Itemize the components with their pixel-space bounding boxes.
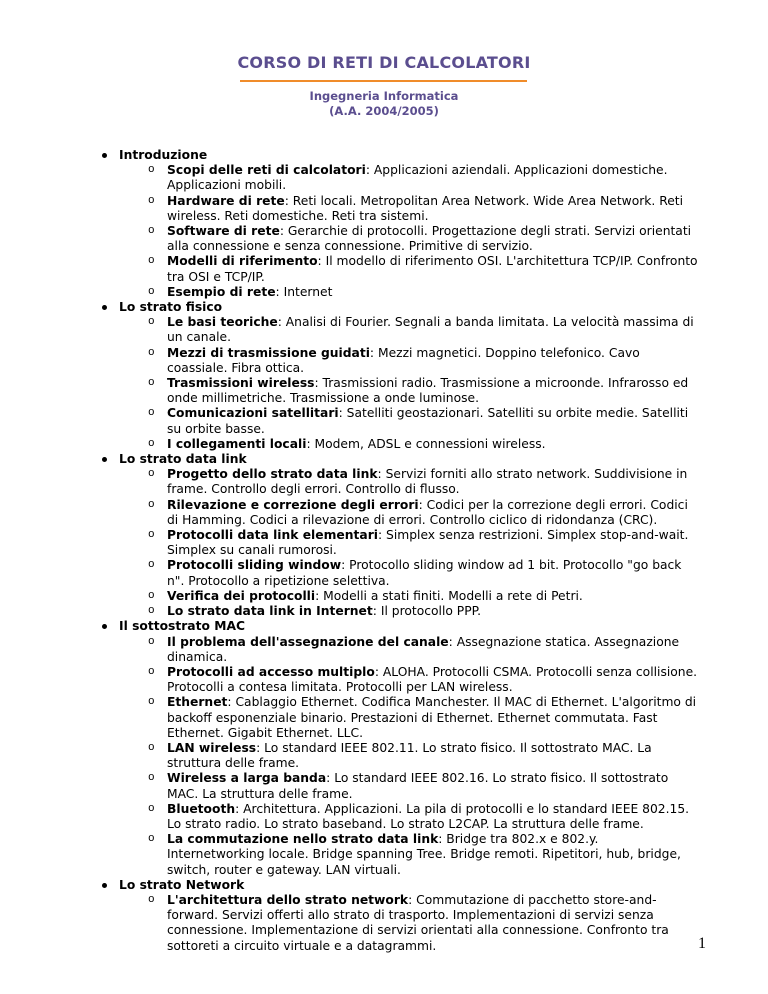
section-title: Il sottostrato MAC <box>119 619 245 634</box>
topic-description: : Modelli a stati finiti. Modelli a rete di Petri. <box>315 588 583 603</box>
list-item <box>0 802 768 832</box>
circle-bullet-icon: o <box>148 377 155 390</box>
topic-description: : Il modello di riferimento OSI. L'architettura TCP/IP. Confronto tra OSI e TCP/IP. <box>167 254 698 284</box>
topic-heading: Modelli di riferimento <box>167 254 318 269</box>
academic-year: (A.A. 2004/2005) <box>329 104 439 118</box>
bullet-icon <box>102 883 107 888</box>
topic-heading: Il problema dell'assegnazione del canale <box>167 634 449 649</box>
circle-bullet-icon: o <box>148 802 155 815</box>
topic-description: : Lo standard IEEE 802.16. Lo strato fisico. Il sottostrato MAC. La struttura delle frame. <box>167 771 669 801</box>
list-item <box>0 194 768 224</box>
title-underline <box>240 80 527 82</box>
circle-bullet-icon: o <box>148 559 155 572</box>
list-item <box>0 406 768 436</box>
topic-description: : Trasmissioni radio. Trasmissione a microonde. Infrarosso ed onde millimetriche. Trasmissione a onde luminose. <box>167 376 689 406</box>
topic-description: : Cablaggio Ethernet. Codifica Manchester. Il MAC di Ethernet. L'algoritmo di backoff esponenziale binario. Prestazioni di Ethernet. Ethernet commutata. Fast Ethernet. Gigabit Ethernet. LLC. <box>167 695 697 740</box>
topic-heading: Esempio di rete <box>167 284 276 299</box>
topic-description: : Modem, ADSL e connessioni wireless. <box>306 436 546 451</box>
page-title: CORSO DI RETI DI CALCOLATORI <box>237 53 531 72</box>
list-item <box>0 528 768 558</box>
list-item <box>0 665 768 695</box>
topic-description: : Lo standard IEEE 802.11. Lo strato fisico. Il sottostrato MAC. La struttura delle frame. <box>167 740 652 771</box>
circle-bullet-icon: o <box>148 833 155 846</box>
circle-bullet-icon: o <box>148 696 155 709</box>
circle-bullet-icon: o <box>148 164 155 177</box>
topic-description: : Satelliti geostazionari. Satelliti su orbite medie. Satelliti su orbite basse. <box>167 406 689 436</box>
topic-heading: Le basi teoriche <box>167 315 278 330</box>
list-item <box>0 254 768 284</box>
topic-heading: Scopi delle reti di calcolatori <box>167 163 366 178</box>
list-item <box>0 346 768 376</box>
topic-heading: Trasmissioni wireless <box>167 376 315 391</box>
circle-bullet-icon: o <box>148 437 155 450</box>
list-item <box>0 285 768 300</box>
list-item <box>0 163 768 193</box>
topic-description: : Reti locali. Metropolitan Area Network. Wide Area Network. Reti wireless. Reti domestiche. Reti tra sistemi. <box>167 193 684 223</box>
circle-bullet-icon: o <box>148 665 155 678</box>
topic-heading: Protocolli ad accesso multiplo <box>167 664 375 679</box>
circle-bullet-icon: o <box>148 589 155 602</box>
topic-heading: Ethernet <box>167 695 228 710</box>
circle-bullet-icon: o <box>148 529 155 542</box>
list-item <box>0 558 768 588</box>
circle-bullet-icon: o <box>148 316 155 329</box>
list-item <box>0 893 768 954</box>
topic-heading: I collegamenti locali <box>167 436 307 451</box>
topic-heading: Rilevazione e correzione degli errori <box>167 497 419 512</box>
list-item <box>0 771 768 801</box>
bullet-icon <box>102 457 107 462</box>
list-item <box>0 467 768 497</box>
syllabus-outline <box>0 148 768 954</box>
topic-heading: Lo strato data link in Internet <box>167 604 373 619</box>
list-item <box>0 224 768 254</box>
topic-description: : Mezzi magnetici. Doppino telefonico. Cavo coassiale. Fibra ottica. <box>167 345 640 375</box>
section <box>0 878 768 954</box>
page-number: 1 <box>698 935 706 952</box>
course-subtitle: Ingegneria Informatica <box>309 89 459 103</box>
circle-bullet-icon: o <box>148 741 155 754</box>
topic-description: : Bridge tra 802.x e 802.y. Internetworking locale. Bridge spanning Tree. Bridge remoti. Ripetitori, hub, bridge, switch, router e gateway. LAN virtuali. <box>167 832 681 877</box>
circle-bullet-icon: o <box>148 605 155 618</box>
section-title: Lo strato fisico <box>119 300 223 315</box>
list-item <box>0 589 768 604</box>
list-item <box>0 741 768 771</box>
circle-bullet-icon: o <box>148 498 155 511</box>
section-title: Lo strato Network <box>119 877 245 892</box>
topic-description: : Simplex senza restrizioni. Simplex stop-and-wait. Simplex su canali rumorosi. <box>167 528 689 558</box>
section-title: Introduzione <box>119 148 208 162</box>
topic-heading: Verifica dei protocolli <box>167 588 316 603</box>
topic-heading: L'architettura dello strato network <box>167 892 409 907</box>
circle-bullet-icon: o <box>148 194 155 207</box>
topic-description: : Codici per la correzione degli errori. Codici di Hamming. Codici a rilevazione di errori. Controllo ciclico di ridondanza (CRC). <box>167 497 688 527</box>
topic-heading: La commutazione nello strato data link <box>167 832 439 847</box>
topic-heading: Bluetooth <box>167 801 236 816</box>
circle-bullet-icon: o <box>148 635 155 648</box>
topic-description: : Commutazione di pacchetto store-and-forward. Servizi offerti allo strato di trasporto. Implementazioni di servizi senza connessione. Implementazione di servizi orientati alla connessione. Confronto tra sottoreti a circuito virtuale e a datagrammi. <box>167 892 669 953</box>
topic-heading: Mezzi di trasmissione guidati <box>167 345 370 360</box>
topic-heading: Wireless a larga banda <box>167 771 327 786</box>
topic-description: : Servizi forniti allo strato network. Suddivisione in frame. Controllo degli errori. Controllo di flusso. <box>167 467 688 497</box>
list-item <box>0 315 768 345</box>
circle-bullet-icon: o <box>148 893 155 906</box>
topic-description: : Il protocollo PPP. <box>372 604 482 619</box>
list-item <box>0 498 768 528</box>
circle-bullet-icon: o <box>148 285 155 298</box>
circle-bullet-icon: o <box>148 407 155 420</box>
circle-bullet-icon: o <box>148 468 155 481</box>
bullet-icon <box>102 305 107 310</box>
topic-heading: Progetto dello strato data link <box>167 467 378 482</box>
topic-heading: LAN wireless <box>167 740 257 755</box>
section <box>0 300 768 452</box>
topic-description: : Assegnazione statica. Assegnazione dinamica. <box>167 634 680 664</box>
section <box>0 619 768 877</box>
list-item <box>0 635 768 665</box>
bullet-icon <box>102 153 107 158</box>
topic-heading: Protocolli sliding window <box>167 558 342 573</box>
list-item <box>0 604 768 619</box>
list-item <box>0 695 768 741</box>
topic-description: : Architettura. Applicazioni. La pila di protocolli e lo standard IEEE 802.15. Lo strato radio. Lo strato baseband. Lo strato L2CAP. La struttura delle frame. <box>167 801 690 831</box>
section-title: Lo strato data link <box>119 452 247 467</box>
list-item <box>0 832 768 878</box>
section <box>0 148 768 300</box>
topic-description: : Analisi di Fourier. Segnali a banda limitata. La velocità massima di un canale. <box>167 315 694 345</box>
topic-description: : Protocollo sliding window ad 1 bit. Protocollo "go back n". Protocollo a ripetizione selettiva. <box>167 558 682 588</box>
topic-heading: Software di rete <box>167 224 280 239</box>
circle-bullet-icon: o <box>148 255 155 268</box>
bullet-icon <box>102 624 107 629</box>
topic-heading: Comunicazioni satellitari <box>167 406 339 421</box>
topic-description: : Applicazioni aziendali. Applicazioni domestiche. Applicazioni mobili. <box>167 163 668 193</box>
list-item <box>0 376 768 406</box>
topic-heading: Protocolli data link elementari <box>167 528 378 543</box>
circle-bullet-icon: o <box>148 346 155 359</box>
circle-bullet-icon: o <box>148 772 155 785</box>
section <box>0 452 768 619</box>
topic-heading: Hardware di rete <box>167 193 285 208</box>
circle-bullet-icon: o <box>148 225 155 238</box>
topic-description: : ALOHA. Protocolli CSMA. Protocolli senza collisione. Protocolli a contesa limitata. Protocolli per LAN wireless. <box>167 664 698 695</box>
topic-description: : Gerarchie di protocolli. Progettazione degli strati. Servizi orientati alla connessione e senza connessione. Primitive di servizio. <box>167 224 692 254</box>
topic-description: : Internet <box>275 284 333 299</box>
list-item <box>0 437 768 452</box>
